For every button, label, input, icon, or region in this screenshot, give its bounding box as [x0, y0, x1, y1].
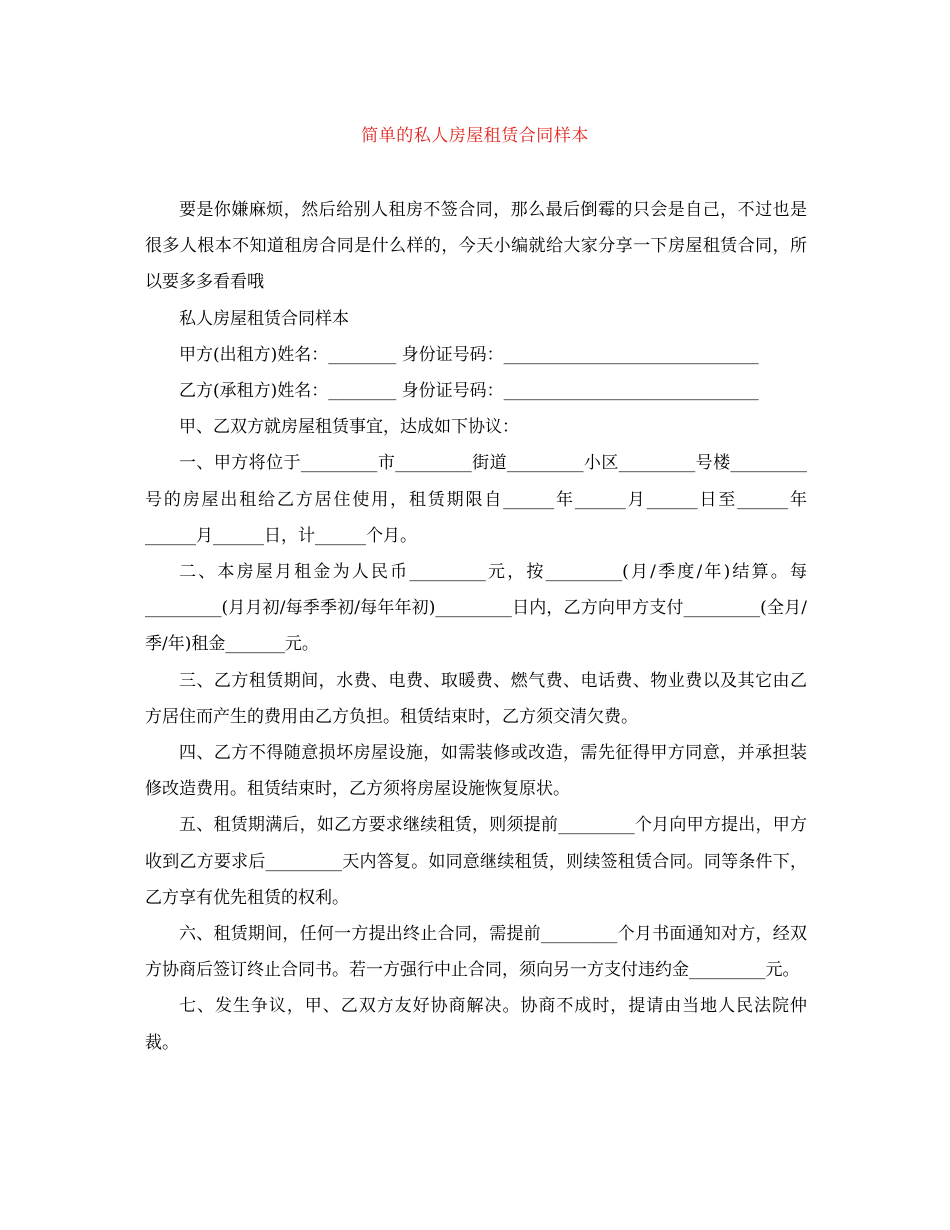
contract-heading: 私人房屋租赁合同样本: [179, 308, 349, 329]
intro-paragraph: 要是你嫌麻烦，然后给别人租房不签合同，那么最后倒霉的只会是自己，不过也是很多人根本不知道租房合同是什么样的，今天小编就给大家分享一下房屋租赁合同，所以要多多看看哦: [145, 200, 807, 293]
document-title: 简单的私人房屋租赁合同样本: [361, 126, 589, 146]
clause-6: 六、租赁期间，任何一方提出终止合同，需提前_________个月书面通知对方，经双方协商后签订终止合同书。若一方强行中止合同，须向另一方支付违约金_________元。: [145, 924, 807, 981]
clause-3: 三、乙方租赁期间，水费、电费、取暖费、燃气费、电话费、物业费以及其它由乙方居住而产生的费用由乙方负担。租赁结束时，乙方须交清欠费。: [145, 670, 807, 727]
clause-4: 四、乙方不得随意损坏房屋设施，如需装修或改造，需先征得甲方同意，并承担装修改造费用。租赁结束时，乙方须将房屋设施恢复原状。: [145, 743, 807, 800]
clause-5: 五、租赁期满后，如乙方要求继续租赁，则须提前_________个月向甲方提出，甲方收到乙方要求后_________天内答复。如同意继续租赁，则续签租赁合同。同等条件下，乙方享有优先租赁的权利。: [145, 815, 807, 908]
clause-1: 一、甲方将位于_________市_________街道_________小区_________号楼_________号的房屋出租给乙方居住使用，租赁期限自______年______月______日至______年______月______日，计______个月。: [145, 453, 807, 546]
document-body: [145, 192, 807, 1061]
party-b-line: 乙方(承租方)姓名：________ 身份证号码：______________________________: [179, 381, 759, 402]
agreement-preamble: 甲、乙双方就房屋租赁事宜，达成如下协议：: [179, 417, 519, 438]
party-a-line: 甲方(出租方)姓名：________ 身份证号码：______________________________: [179, 344, 759, 365]
clause-2: 二、本房屋月租金为人民币_________元，按_________(月/季度/年)结算。每_________(月月初/每季季初/每年年初)_________日内，乙方向甲方支付_________(全月/季/年)租金_______元。: [145, 562, 807, 655]
clause-7: 七、发生争议，甲、乙双方友好协商解决。协商不成时，提请由当地人民法院仲裁。: [145, 996, 807, 1053]
